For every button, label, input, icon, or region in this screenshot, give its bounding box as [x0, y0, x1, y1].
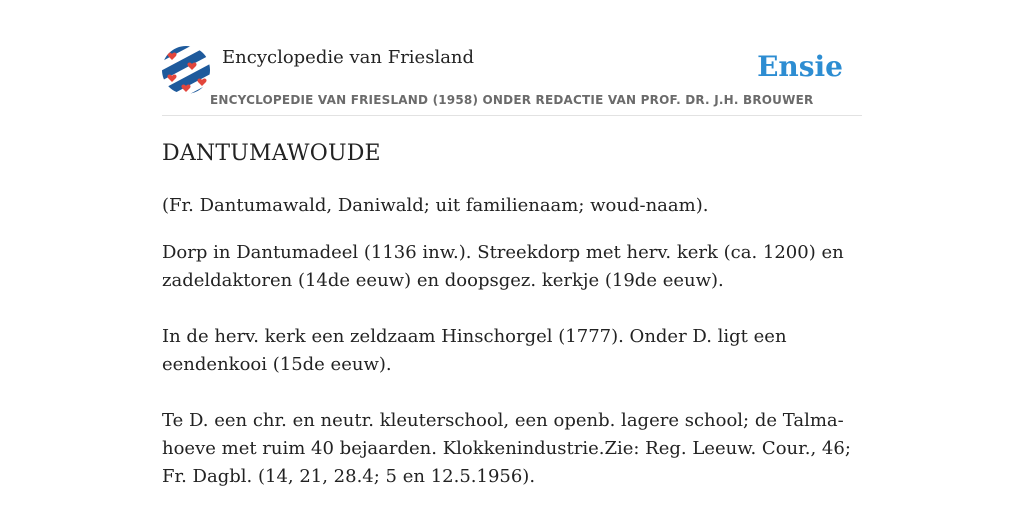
site-header [162, 0, 862, 116]
article-paragraph-etymology: (Fr. Dantumawald, Daniwald; uit familienaam; woud-naam). [162, 195, 709, 216]
ensie-brand-link[interactable]: Ensie [757, 50, 843, 83]
article-headword: DANTUMAWOUDE [162, 141, 381, 166]
site-subtitle: ENCYCLOPEDIE VAN FRIESLAND (1958) ONDER REDACTIE VAN PROF. DR. J.H. BROUWER [210, 93, 814, 107]
frisian-flag-logo-icon[interactable] [162, 46, 210, 94]
page [162, 0, 862, 512]
article-paragraph-facilities: Te D. een chr. en neutr. kleuterschool, een openb. lagere school; de Talma-hoeve met ruim 40 bejaarden. Klokkenindustrie.Zie: Reg. Leeuw. Cour., 46; Fr. Dagbl. (14, 21, 28.4; 5 en 12.5.1956). [162, 410, 851, 487]
article-paragraph-village: Dorp in Dantumadeel (1136 inw.). Streekdorp met herv. kerk (ca. 1200) en zadeldaktoren (14de eeuw) en doopsgez. kerkje (19de eeuw). [162, 242, 844, 291]
article-paragraph-church: In de herv. kerk een zeldzaam Hinschorgel (1777). Onder D. ligt een eendenkooi (15de eeuw). [162, 326, 787, 375]
site-title[interactable]: Encyclopedie van Friesland [222, 47, 475, 68]
